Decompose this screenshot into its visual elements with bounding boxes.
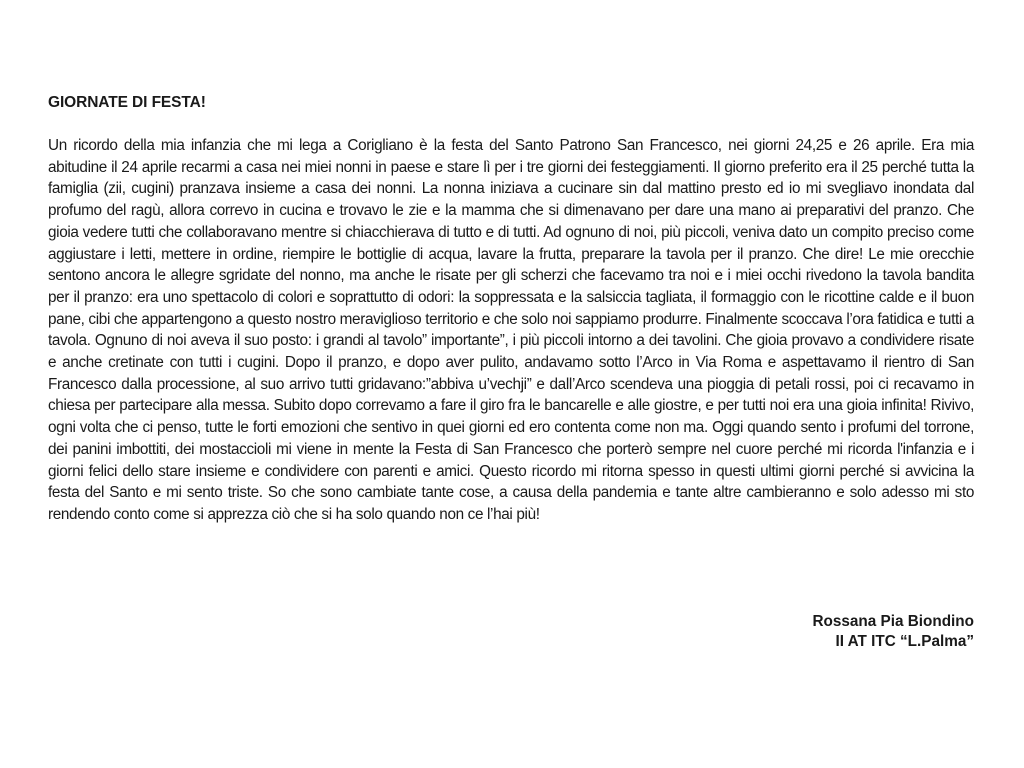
author-name: Rossana Pia Biondino: [812, 613, 974, 630]
document-page: [48, 93, 974, 526]
author-class: II AT ITC “L.Palma”: [835, 633, 974, 650]
document-body: Un ricordo della mia infanzia che mi lega a Corigliano è la festa del Santo Patrono San Francesco, nei giorni 24,25 e 26 aprile. Era mia abitudine il 24 aprile recarmi a casa nei miei nonni in paese e stare lì per i tre giorni dei festeggiamenti. Il giorno preferito era il 25 perché tutta la famiglia (zii, cugini) pranzava insieme a casa dei nonni. La nonna iniziava a cucinare sin dal mattino presto ed io mi svegliavo inondata dal profumo del ragù, allora correvo in cucina e trovavo le zie e la mamma che si dimenavano per dare una mano ai preparativi del pranzo. Che gioia vedere tutti che collaboravano mentre si chiacchierava di tutto e di tutti. Ad ognuno di noi, più piccoli, veniva dato un compito preciso come aggiustare i letti, mettere in ordine, riempire le bottiglie di acqua, lavare la frutta, preparare la tavola per il pranzo. Che dire! Le mie orecchie sentono ancora le allegre sgridate del nonno, ma anche le risate per gli scherzi che facevamo tra noi e i miei occhi rivedono la tavola bandita per il pranzo: era uno spettacolo di colori e soprattutto di odori: la soppressata e la salsiccia tagliata, il formaggio con le ricottine calde e il buon pane, cibi che appartengono a questo nostro meraviglioso territorio e che solo noi sappiamo produrre. Finalmente scoccava l’ora fatidica e tutti a tavola. Ognuno di noi aveva il suo posto: i grandi al tavolo” importante”, i più piccoli intorno a dei tavolini. Che gioia provavo a condividere risate e anche cretinate con tutti i cugini. Dopo il pranzo, e dopo aver pulito, andavamo sotto l’Arco in Via Roma e aspettavamo il rientro di San Francesco dalla processione, al suo arrivo tutti gridavano:”abbiva u’vechji” e dall’Arco scendeva una pioggia di petali rossi, poi ci recavamo in chiesa per partecipare alla messa. Subito dopo correvamo a fare il giro fra le bancarelle e alle giostre, e per tutti noi era una gioia infinita! Rivivo, ogni volta che ci penso, tutte le forti emozioni che sentivo in quei giorni ed ero contenta come non ma. Oggi quando sento i profumi del torrone, dei panini imbottiti, dei mostaccioli mi viene in mente la Festa di San Francesco che porterò sempre nel cuore perché mi ricorda l'infanzia e i giorni felici dello stare insieme e condividere con parenti e amici. Questo ricordo mi ritorna spesso in questi ultimi giorni perché si avvicina la festa del Santo e mi sento triste. So che sono cambiate tante cose, a causa della pandemia e tante altre cambieranno e solo adesso mi sto rendendo conto come si apprezza ciò che si ha solo quando non ce l’hai più!: [48, 137, 974, 523]
document-title: GIORNATE DI FESTA!: [48, 94, 206, 111]
signature-block: [813, 612, 975, 652]
